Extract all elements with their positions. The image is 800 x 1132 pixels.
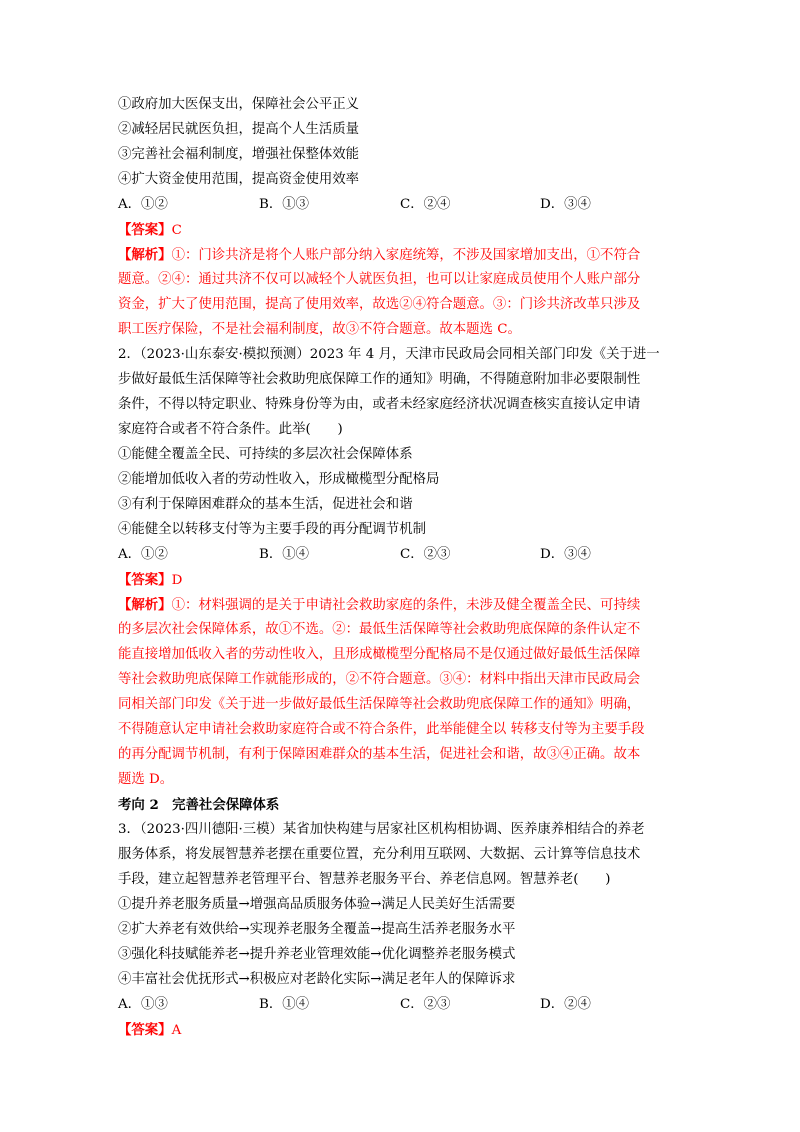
answer-tag: 【答案】 [118,1022,172,1038]
q2-option-b: B．①④ [259,547,310,562]
q1-option-d: D．③④ [540,197,591,212]
q1-choice-item-1: ①政府加大医保支出，保障社会公平正义 [118,97,360,112]
q1-answer [118,220,182,241]
q2-analysis-line-2: 的多层次社会保障体系，故①不选。②：最低生活保障等社会救助兜底保障的条件认定不 [118,622,641,637]
q3-option-d: D．②④ [540,997,591,1012]
q3-option-c: C．②③ [400,997,451,1012]
q3-choice-item-3: ③强化科技赋能养老→提升养老业管理效能→优化调整养老服务模式 [118,947,516,962]
q3-choice-item-1: ①提升养老服务质量→增强高品质服务体验→满足人民美好生活需要 [118,897,516,912]
answer-value: A [171,1023,182,1038]
q2-option-a: A．①② [118,547,168,562]
answer-value: D [171,573,183,588]
q2-analysis-line-1 [118,595,640,616]
answer-tag: 【答案】 [118,222,172,238]
answer-tag: 【答案】 [118,572,172,588]
q1-analysis-line-3: 资金，扩大了使用范围，提高了使用效率，故选②④符合题意。③：门诊共济改革只涉及 [118,297,641,312]
analysis-tag: 【解析】 [118,597,172,613]
q2-analysis-line-6: 不得随意认定申请社会救助家庭符合或不符合条件，此举能健全以 转移支付等为主要手段 [118,722,645,737]
q3-stem-line-3: 手段，建立起智慧养老管理平台、智慧养老服务平台、养老信息网。智慧养老( ) [118,872,611,887]
q2-stem-line-4: 家庭符合或者不符合条件。此举( ) [118,422,343,437]
q2-choice-item-2: ②能增加低收入者的劳动性收入，形成橄榄型分配格局 [118,472,440,487]
q2-analysis-line-4: 等社会救助兜底保障工作就能形成的，②不符合题意。③④：材料中指出天津市民政局会 [118,672,641,687]
q3-answer [118,1020,181,1041]
q2-answer [118,570,182,591]
q2-choice-item-3: ③有利于保障困难群众的基本生活，促进社会和谐 [118,497,413,512]
q2-analysis-line-8: 题选 D。 [118,772,174,787]
q2-option-c: C．②③ [400,547,451,562]
q3-stem-line-2: 服务体系，将发展智慧养老摆在重要位置，充分利用互联网、大数据、云计算等信息技术 [118,847,641,862]
q1-choice-item-2: ②减轻居民就医负担，提高个人生活质量 [118,122,360,137]
q3-choice-item-4: ④丰富社会优抚形式→积极应对老龄化实际→满足老年人的保障诉求 [118,972,516,987]
q1-analysis-line-2: 题意。②④：通过共济不仅可以减轻个人就医负担，也可以让家庭成员使用个人账户部分 [118,272,641,287]
q2-analysis-line-5: 同相关部门印发《关于进一步做好最低生活保障等社会救助兜底保障工作的通知》明确， [118,697,641,712]
q2-stem-line-1: 2．（2023·山东泰安·模拟预测）2023 年 4 月，天津市民政局会同相关部门印发《关于进一 [118,347,660,362]
q1-option-b: B．①③ [259,197,310,212]
q2-stem-line-3: 条件，不得以特定职业、特殊身份等为由，或者未经家庭经济状况调查核实直接认定申请 [118,397,641,412]
analysis-tag: 【解析】 [118,247,172,263]
q2-stem-line-2: 步做好最低生活保障等社会救助兜底保障工作的通知》明确，不得随意附加非必要限制性 [118,372,641,387]
q3-option-a: A．①③ [118,997,168,1012]
section-heading: 考向 2 完善社会保障体系 [118,797,280,813]
q1-analysis-line-1 [118,245,640,266]
q2-choice-item-1: ①能健全覆盖全民、可持续的多层次社会保障体系 [118,447,413,462]
q1-option-a: A．①② [118,197,168,212]
q2-analysis-line-3: 能直接增加低收入者的劳动性收入，且形成橄榄型分配格局不是仅通过做好最低生活保障 [118,647,641,662]
q1-choice-item-4: ④扩大资金使用范围，提高资金使用效率 [118,172,360,187]
q2-choice-item-4: ④能健全以转移支付等为主要手段的再分配调节机制 [118,522,426,537]
q1-choice-item-3: ③完善社会福利制度，增强社保整体效能 [118,147,360,162]
q1-analysis-line-4: 职工医疗保险，不是社会福利制度，故③不符合题意。故本题选 C。 [118,322,521,337]
q3-choice-item-2: ②扩大养老有效供给→实现养老服务全覆盖→提高生活养老服务水平 [118,922,516,937]
q2-analysis-line-7: 的再分配调节机制，有利于保障困难群众的基本生活，促进社会和谐，故③④正确。故本 [118,747,641,762]
q2-option-d: D．③④ [540,547,591,562]
analysis-text: ①：材料强调的是关于申请社会救助家庭的条件，未涉及健全覆盖全民、可持续 [171,598,641,613]
answer-value: C [171,223,182,238]
q1-option-c: C．②④ [400,197,451,212]
analysis-text: ①：门诊共济是将个人账户部分纳入家庭统筹，不涉及国家增加支出，①不符合 [171,248,641,263]
q3-option-b: B．①④ [259,997,310,1012]
q3-stem-line-1: 3．（2023·四川德阳·三模）某省加快构建与居家社区机构相协调、医养康养相结合的养老 [118,822,645,837]
